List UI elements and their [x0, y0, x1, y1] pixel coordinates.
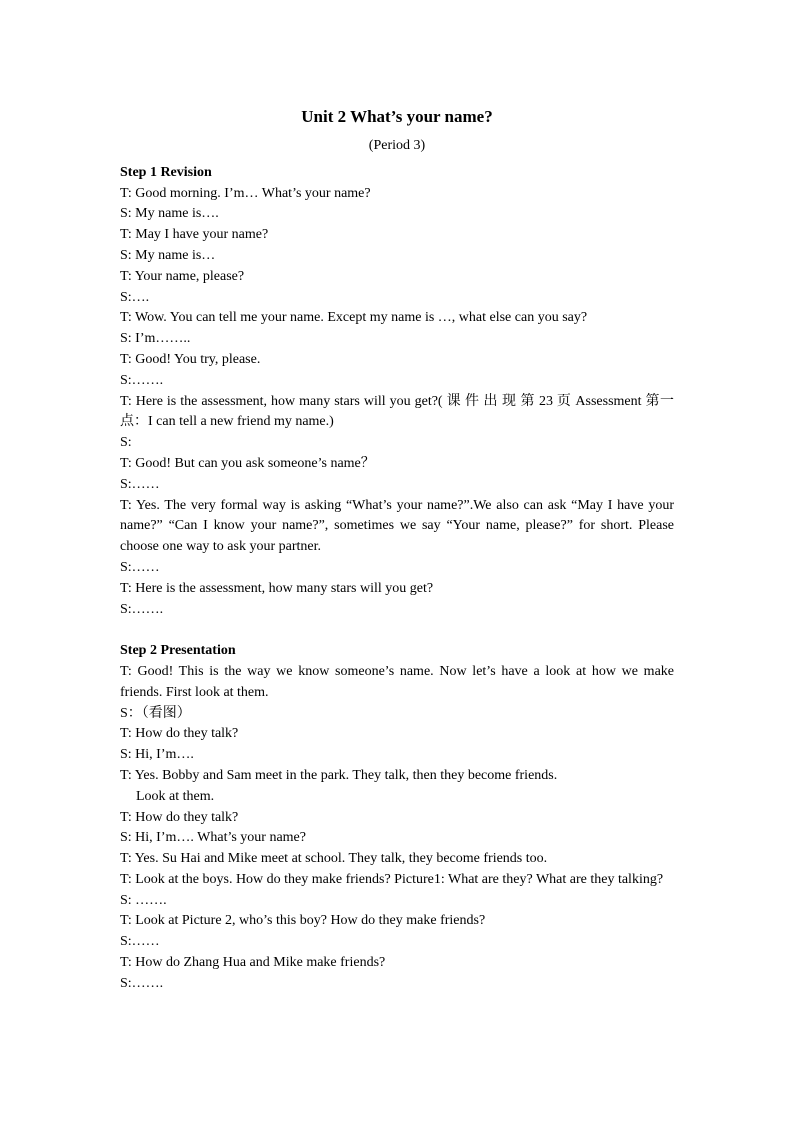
dialogue-line: T: Yes. Bobby and Sam meet in the park. They talk, then they become friends. — [120, 767, 558, 783]
dialogue-line: T: Good morning. I’m… What’s your name? — [120, 185, 371, 201]
dialogue-line: T: How do they talk? — [120, 726, 239, 742]
section-spacer — [120, 620, 674, 641]
dialogue-line: S:……. — [120, 372, 164, 388]
document-page — [120, 104, 674, 995]
dialogue-line: T: Good! This is the way we know someone’s name. Now let’s have a look at how we make friends. First look at them. — [120, 663, 674, 700]
dialogue-line: T: Here is the assessment, how many stars will you get?( 课 件 出 现 第 23 页 Assessment 第一点：I can tell a new friend my name.) — [120, 393, 674, 430]
dialogue-line: S:…… — [120, 934, 160, 950]
dialogue-line: T: Look at the boys. How do they make friends? Picture1: What are they? What are they talking? — [120, 871, 664, 887]
dialogue-line: T: Look at Picture 2, who’s this boy? How do they make friends? — [120, 913, 486, 929]
dialogue-line: T: Yes. The very formal way is asking “What’s your name?”.We also can ask “May I have your name?” “Can I know your name?”, sometimes we say “Your name, please?” for short. Please choose one way to ask your partner. — [120, 497, 674, 555]
dialogue-line: S: ……. — [120, 892, 167, 908]
dialogue-line: T: How do Zhang Hua and Mike make friends? — [120, 955, 386, 971]
dialogue-line: S:……. — [120, 601, 164, 617]
dialogue-line: T: Yes. Su Hai and Mike meet at school. They talk, they become friends too. — [120, 851, 548, 867]
step1-heading: Step 1 Revision — [120, 164, 212, 180]
dialogue-line: S: My name is…. — [120, 206, 219, 222]
dialogue-line: S: My name is… — [120, 247, 216, 263]
dialogue-line: S:……. — [120, 975, 164, 991]
dialogue-line: T: Good! But can you ask someone’s name？ — [120, 455, 375, 471]
dialogue-line: T: Your name, please? — [120, 268, 245, 284]
dialogue-line: T: Wow. You can tell me your name. Except my name is …, what else can you say? — [120, 310, 588, 326]
dialogue-line: S:…… — [120, 476, 160, 492]
dialogue-line: T: Good! You try, please. — [120, 351, 261, 367]
dialogue-line: S: I’m…….. — [120, 331, 191, 347]
dialogue-line: T: How do they talk? — [120, 809, 239, 825]
dialogue-line: S: — [120, 435, 132, 451]
dialogue-line: Look at them. — [136, 788, 215, 804]
dialogue-line: S：（看图） — [120, 705, 191, 721]
dialogue-line: S:…… — [120, 559, 160, 575]
step2-heading: Step 2 Presentation — [120, 643, 236, 659]
dialogue-line: S:…. — [120, 289, 150, 305]
dialogue-line: T: May I have your name? — [120, 227, 269, 243]
period-label: (Period 3) — [368, 138, 426, 153]
dialogue-line: T: Here is the assessment, how many stars will you get? — [120, 580, 434, 596]
document-title: Unit 2 What’s your name? — [301, 107, 493, 126]
dialogue-line: S: Hi, I’m…. — [120, 747, 194, 763]
dialogue-line: S: Hi, I’m…. What’s your name? — [120, 830, 306, 846]
